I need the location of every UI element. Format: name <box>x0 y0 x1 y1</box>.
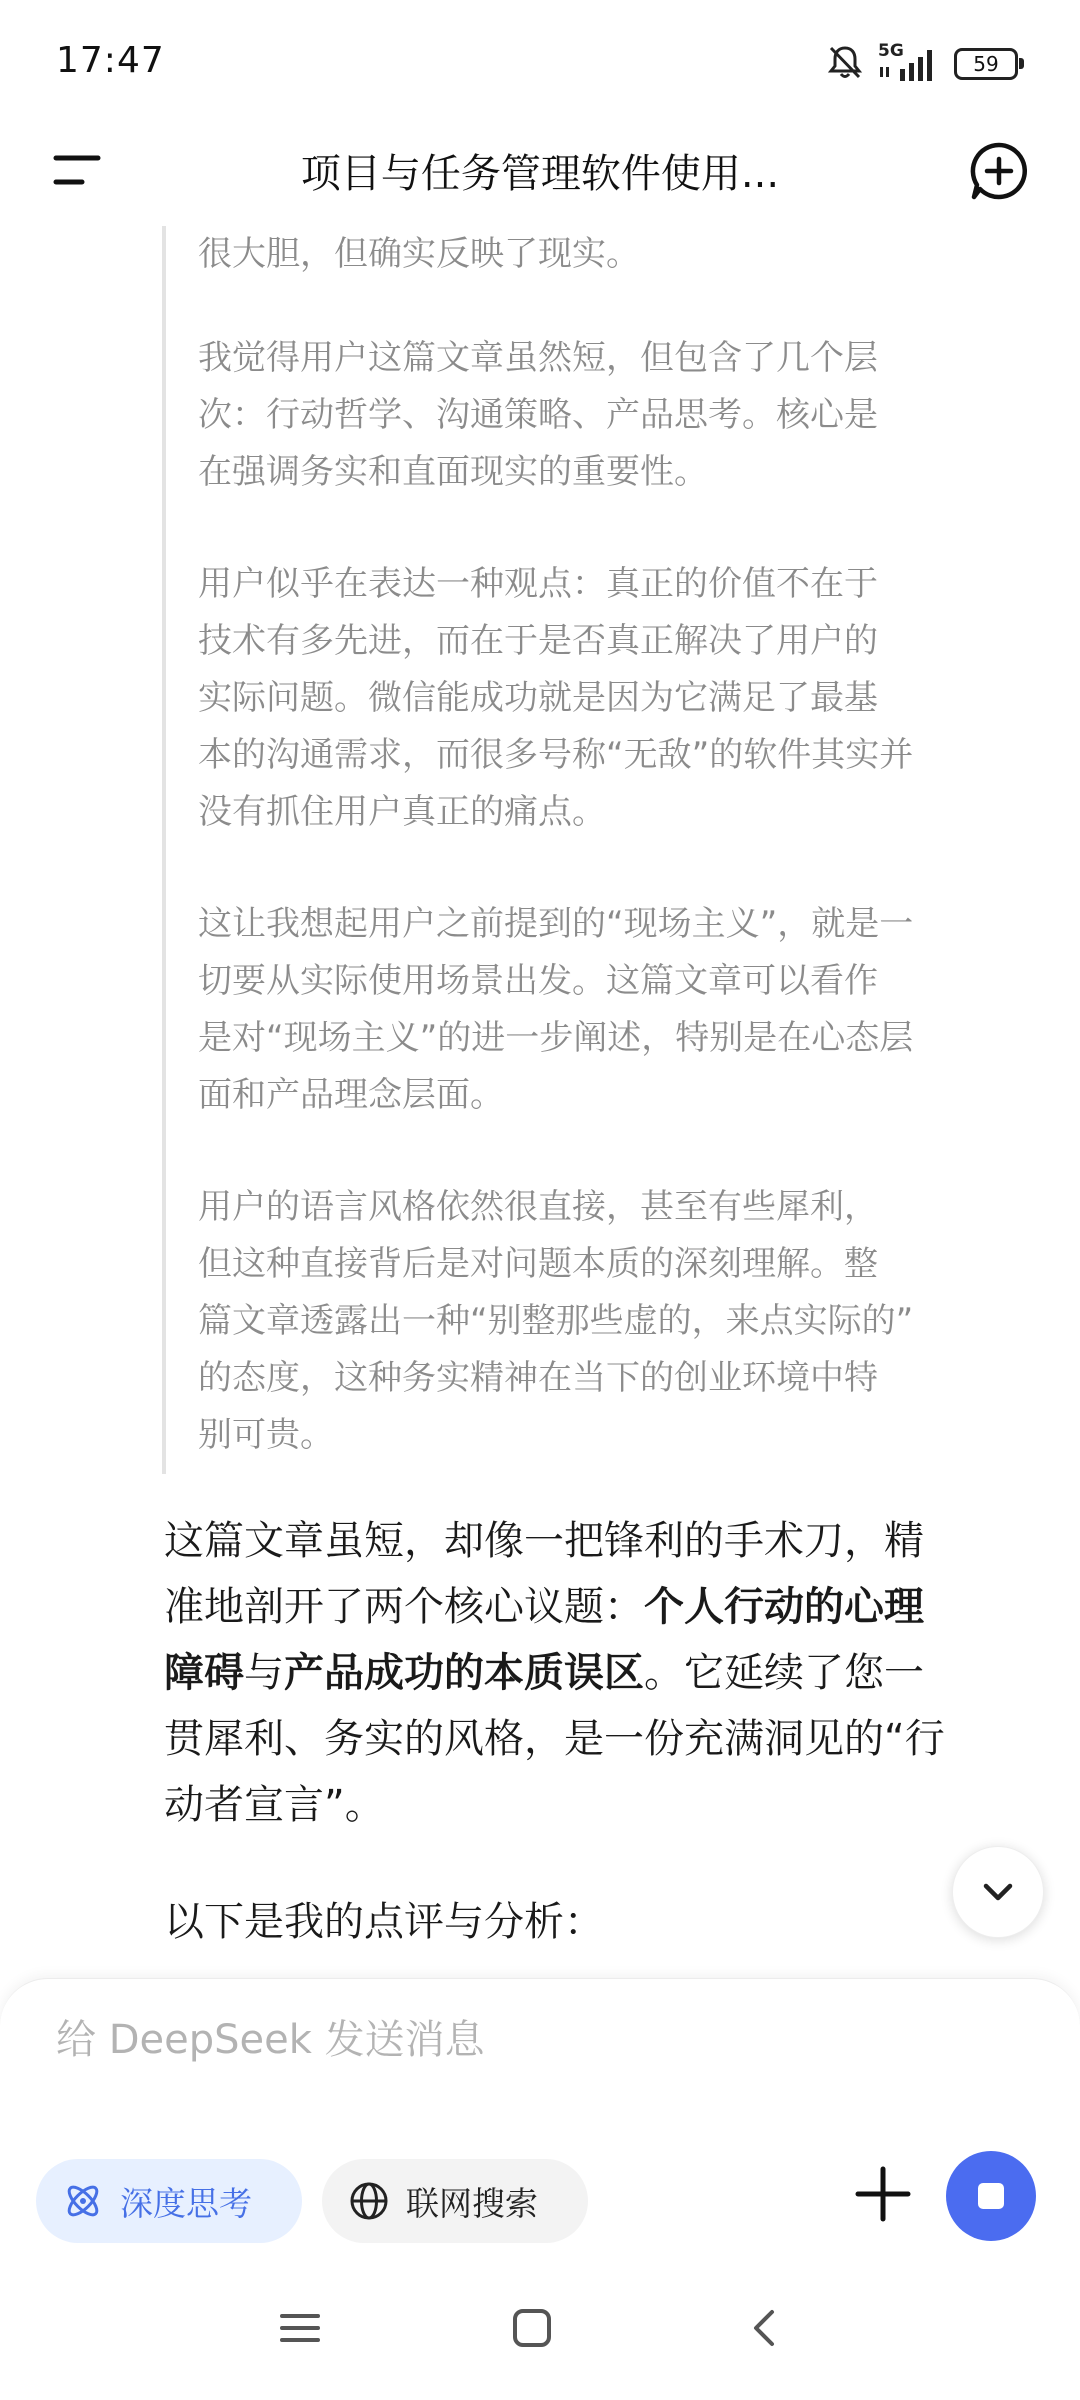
attach-button[interactable] <box>850 2161 916 2227</box>
answer-text: 与 <box>244 1650 284 1696</box>
globe-icon <box>348 2180 390 2222</box>
thinking-line: 实际问题。微信能成功就是因为它满足了最基 <box>198 678 878 718</box>
thinking-line: 别可贵。 <box>198 1415 334 1455</box>
recents-button[interactable] <box>270 2298 330 2358</box>
page-title: 项目与任务管理软件使用... <box>300 151 780 197</box>
thinking-line: 在强调务实和直面现实的重要性。 <box>198 452 708 492</box>
thinking-line: 的态度，这种务实精神在当下的创业环境中特 <box>198 1358 878 1398</box>
answer-line <box>164 1640 1044 1706</box>
status-icons <box>826 41 1018 84</box>
network-type: 5G <box>878 41 904 61</box>
thinking-line: 用户似乎在表达一种观点：真正的价值不在于 <box>198 564 878 604</box>
new-chat-button[interactable] <box>968 140 1030 202</box>
analysis-intro: 以下是我的点评与分析： <box>164 1899 604 1945</box>
message-input[interactable] <box>54 2009 838 2071</box>
recents-icon <box>278 2308 322 2348</box>
signal-icon <box>878 41 940 83</box>
plus-icon <box>850 2161 916 2227</box>
web-search-toggle[interactable] <box>322 2159 588 2243</box>
answer-text: 准地剖开了两个核心议题： <box>164 1584 644 1630</box>
system-nav-bar <box>0 2258 1080 2400</box>
answer-line: 这篇文章虽短，却像一把锋利的手术刀，精 <box>164 1518 924 1564</box>
deep-think-label: 深度思考 <box>120 2183 252 2223</box>
thinking-line: 这让我想起用户之前提到的“现场主义”，就是一 <box>198 904 914 944</box>
answer-line <box>164 1574 1044 1640</box>
new-chat-icon <box>968 140 1030 202</box>
thinking-line: 面和产品理念层面。 <box>198 1075 504 1115</box>
mute-icon <box>826 43 864 85</box>
message-composer <box>0 1978 1080 2259</box>
answer-emphasis: 产品成功的本质误区 <box>284 1650 644 1696</box>
thinking-line: 我觉得用户这篇文章虽然短，但包含了几个层 <box>198 338 878 378</box>
thinking-line: 没有抓住用户真正的痛点。 <box>198 792 606 832</box>
thinking-line: 是对“现场主义”的进一步阐述，特别是在心态层 <box>198 1018 914 1058</box>
home-icon <box>511 2307 553 2349</box>
thinking-line: 切要从实际使用场景出发。这篇文章可以看作 <box>198 961 878 1001</box>
thinking-line: 本的沟通需求，而很多号称“无敌”的软件其实并 <box>198 735 914 775</box>
thinking-line: 技术有多先进，而在于是否真正解决了用户的 <box>198 621 878 661</box>
thinking-block <box>162 226 1042 1474</box>
menu-button[interactable] <box>50 148 106 192</box>
menu-icon <box>50 148 106 192</box>
answer-text: 。它延续了您一 <box>644 1650 924 1696</box>
scroll-to-bottom-button[interactable] <box>952 1846 1044 1938</box>
atom-icon <box>62 2180 104 2222</box>
stop-icon <box>978 2183 1004 2209</box>
chat-header <box>0 120 1080 220</box>
status-time: 17:47 <box>56 40 165 81</box>
thinking-line: 但这种直接背后是对问题本质的深刻理解。整 <box>198 1244 878 1284</box>
battery-level: 59 <box>973 52 999 76</box>
back-icon <box>746 2306 782 2350</box>
answer-emphasis: 个人行动的心理 <box>644 1584 924 1630</box>
status-bar <box>0 0 1080 120</box>
thinking-line: 用户的语言风格依然很直接，甚至有些犀利， <box>198 1187 878 1227</box>
deep-think-toggle[interactable] <box>36 2159 302 2243</box>
answer-emphasis: 障碍 <box>164 1650 244 1696</box>
home-button[interactable] <box>502 2298 562 2358</box>
answer-line: 贯犀利、务实的风格，是一份充满洞见的“行 <box>164 1716 945 1762</box>
back-button[interactable] <box>734 2298 794 2358</box>
web-search-label: 联网搜索 <box>406 2183 538 2223</box>
thinking-line: 很大胆，但确实反映了现实。 <box>198 234 640 274</box>
answer-paragraph <box>164 1508 1044 1838</box>
thinking-line: 次：行动哲学、沟通策略、产品思考。核心是 <box>198 395 878 435</box>
answer-line: 动者宣言”。 <box>164 1782 385 1828</box>
battery-icon <box>954 48 1018 80</box>
chevron-down-icon <box>978 1872 1018 1912</box>
stop-generating-button[interactable] <box>946 2151 1036 2241</box>
thinking-line: 篇文章透露出一种“别整那些虚的，来点实际的” <box>198 1301 914 1341</box>
